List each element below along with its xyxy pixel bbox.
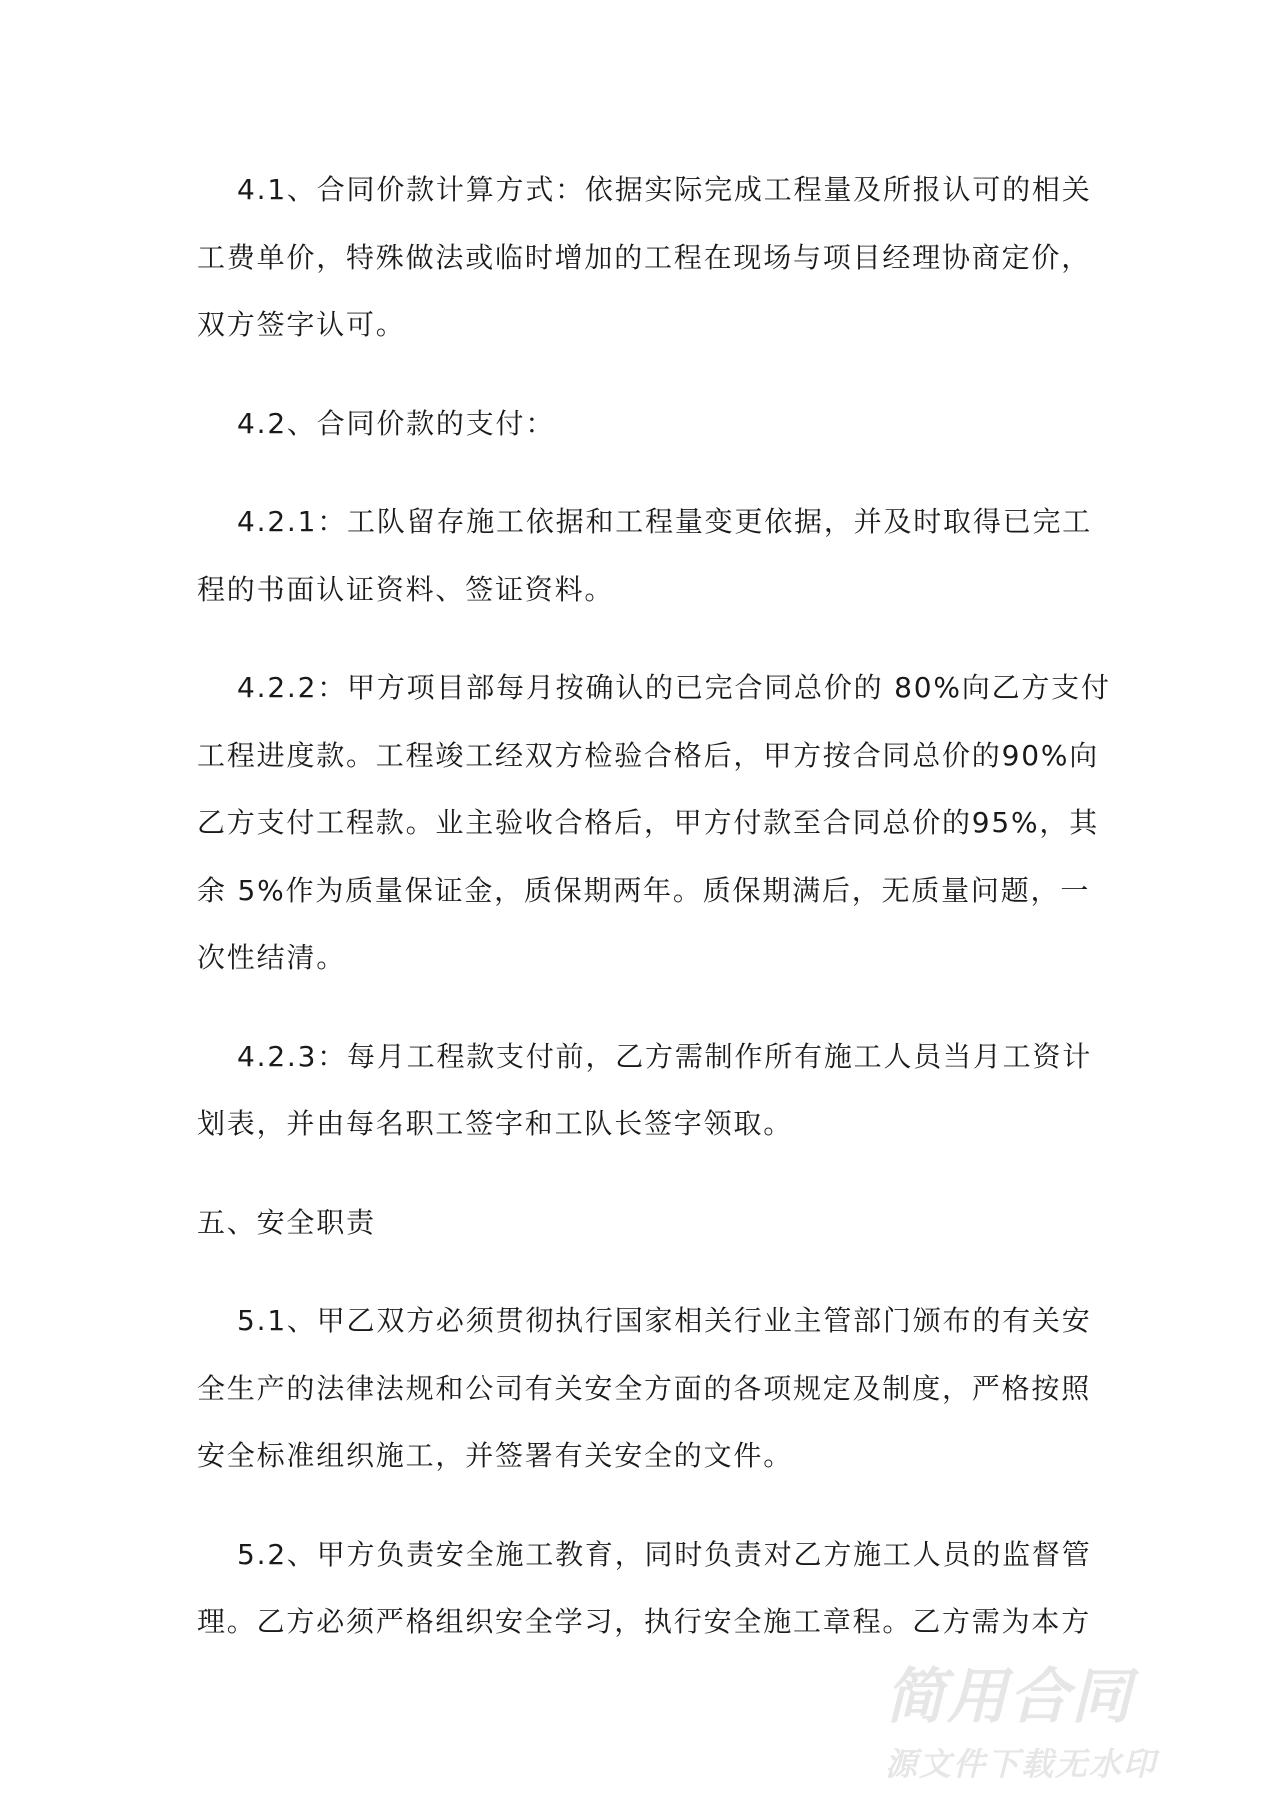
paragraph (197, 654, 1157, 992)
text-line: 次性结清。 (197, 941, 347, 974)
paragraph (197, 1521, 1157, 1656)
paragraph (197, 1287, 1157, 1490)
text-line: 5.2、甲方负责安全施工教育，同时负责对乙方施工人员的监督管 (237, 1537, 1092, 1571)
text-line: 工程进度款。工程竣工经双方检验合格后，甲方按合同总价的90%向 (197, 738, 1100, 772)
text-line: 双方签字认可。 (197, 308, 406, 341)
text-line: 五、安全职责 (197, 1205, 376, 1239)
text-line: 4.2.3：每月工程款支付前，乙方需制作所有施工人员当月工资计 (237, 1039, 1093, 1073)
text-line: 安全标准组织施工，并签署有关安全的文件。 (197, 1439, 794, 1472)
document-body (197, 156, 1157, 1687)
text-line: 4.2.1：工队留存施工依据和工程量变更依据，并及时取得已完工 (237, 505, 1093, 538)
text-line: 4.2、合同价款的支付： (237, 406, 556, 440)
watermark-title: 简用合同 (885, 1662, 1133, 1732)
text-line: 工费单价，特殊做法或临时增加的工程在现场与项目经理协商定价， (197, 240, 1092, 274)
text-line: 4.2.2：甲方项目部每月按确认的已完合同总价的 80%向乙方支付 (237, 671, 1111, 704)
paragraph (197, 488, 1157, 623)
paragraph (197, 390, 1157, 458)
paragraph (197, 156, 1157, 359)
text-line: 全生产的法律法规和公司有关安全方面的各项规定及制度，严格按照 (197, 1371, 1092, 1405)
text-line: 乙方支付工程款。业主验收合格后，甲方付款至合同总价的95%，其 (197, 806, 1100, 839)
text-line: 余 5%作为质量保证金，质保期两年。质保期满后，无质量问题，一 (197, 873, 1091, 907)
text-line: 划表，并由每名职工签字和工队长签字领取。 (197, 1107, 794, 1140)
paragraph (197, 1023, 1157, 1158)
paragraph (197, 1189, 1157, 1257)
text-line: 4.1、合同价款计算方式：依据实际完成工程量及所报认可的相关 (237, 173, 1092, 206)
watermark-subtitle: 源文件下载无水印 (885, 1745, 1158, 1783)
text-line: 理。乙方必须严格组织安全学习，执行安全施工章程。乙方需为本方 (197, 1605, 1092, 1638)
text-line: 程的书面认证资料、签证资料。 (197, 572, 615, 606)
text-line: 5.1、甲乙双方必须贯彻执行国家相关行业主管部门颁布的有关安 (237, 1304, 1092, 1337)
